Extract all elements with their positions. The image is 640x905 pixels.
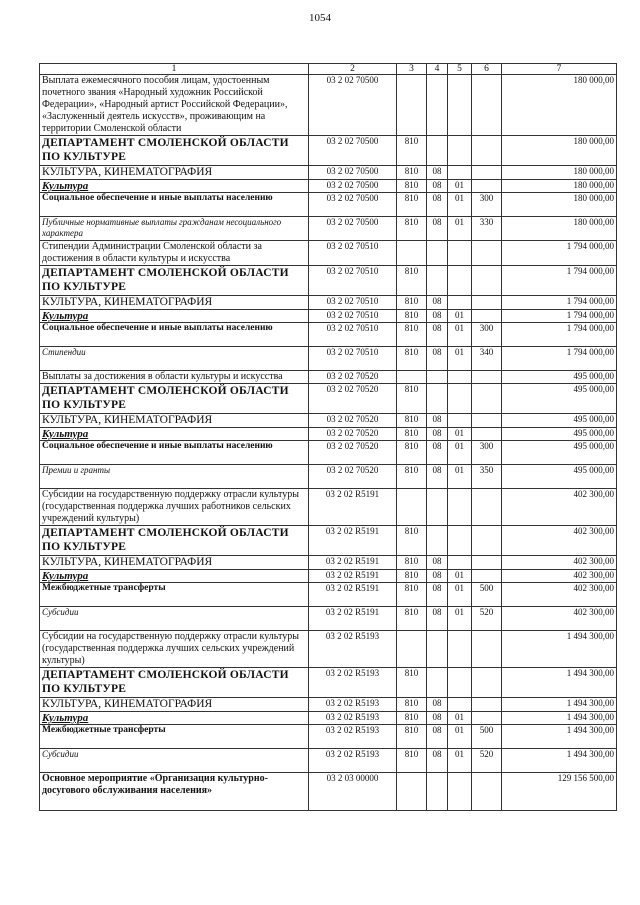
row-section-code: 08: [427, 607, 448, 631]
table-row: [40, 347, 617, 371]
row-expense-type-code: 500: [472, 583, 502, 607]
row-name: Субсидии на государственную поддержку отрасли культуры (государственная поддержка лучших сельских учреждений культуры): [40, 631, 309, 668]
row-code: 03 2 02 70520: [309, 465, 397, 489]
table-row: [40, 180, 617, 193]
row-subsection-code: 01: [448, 712, 472, 725]
row-code: 03 2 02 R5191: [309, 570, 397, 583]
row-name: ДЕПАРТАМЕНТ СМОЛЕНСКОЙ ОБЛАСТИ ПО КУЛЬТУРЕ: [40, 384, 309, 414]
row-amount: 402 300,00: [502, 570, 617, 583]
row-expense-type-code: [472, 371, 502, 384]
table-row: [40, 384, 617, 414]
row-name: Стипендии: [40, 347, 309, 371]
row-name: ДЕПАРТАМЕНТ СМОЛЕНСКОЙ ОБЛАСТИ ПО КУЛЬТУРЕ: [40, 526, 309, 556]
row-name: Социальное обеспечение и иные выплаты населению: [40, 323, 309, 347]
row-amount: 1 794 000,00: [502, 310, 617, 323]
row-department-code: 810: [397, 384, 427, 414]
row-amount: 180 000,00: [502, 136, 617, 166]
row-name: ДЕПАРТАМЕНТ СМОЛЕНСКОЙ ОБЛАСТИ ПО КУЛЬТУРЕ: [40, 668, 309, 698]
row-subsection-code: [448, 526, 472, 556]
table-row: [40, 698, 617, 712]
row-section-code: [427, 371, 448, 384]
row-amount: 1 494 300,00: [502, 631, 617, 668]
row-name: Культура: [40, 180, 309, 193]
table-row: [40, 414, 617, 428]
row-amount: 402 300,00: [502, 607, 617, 631]
row-subsection-code: [448, 556, 472, 570]
row-name: Культура: [40, 310, 309, 323]
row-expense-type-code: [472, 241, 502, 266]
row-amount: 1 794 000,00: [502, 296, 617, 310]
row-amount: 180 000,00: [502, 193, 617, 217]
row-amount: 180 000,00: [502, 166, 617, 180]
row-code: 03 2 02 R5193: [309, 725, 397, 749]
row-section-code: 08: [427, 441, 448, 465]
row-code: 03 2 02 70520: [309, 428, 397, 441]
row-expense-type-code: [472, 180, 502, 193]
row-amount: 402 300,00: [502, 556, 617, 570]
row-code: 03 2 02 70500: [309, 136, 397, 166]
row-name: Основное мероприятие «Организация культурно-досугового обслуживания населения»: [40, 773, 309, 811]
column-header-amount: 7: [502, 64, 617, 75]
row-name: Культура: [40, 428, 309, 441]
row-subsection-code: [448, 384, 472, 414]
row-name: Премии и гранты: [40, 465, 309, 489]
row-code: 03 2 02 70520: [309, 414, 397, 428]
row-name: Субсидии: [40, 607, 309, 631]
row-department-code: 810: [397, 347, 427, 371]
row-code: 03 2 02 R5193: [309, 712, 397, 725]
row-code: 03 2 02 R5193: [309, 698, 397, 712]
row-code: 03 2 02 70510: [309, 323, 397, 347]
row-amount: 129 156 500,00: [502, 773, 617, 811]
row-name: КУЛЬТУРА, КИНЕМАТОГРАФИЯ: [40, 556, 309, 570]
row-code: 03 2 02 70500: [309, 180, 397, 193]
row-expense-type-code: [472, 631, 502, 668]
row-expense-type-code: [472, 296, 502, 310]
row-department-code: 810: [397, 266, 427, 296]
row-amount: 180 000,00: [502, 75, 617, 136]
table-row: [40, 570, 617, 583]
row-amount: 1 494 300,00: [502, 712, 617, 725]
table-row: [40, 725, 617, 749]
row-name: ДЕПАРТАМЕНТ СМОЛЕНСКОЙ ОБЛАСТИ ПО КУЛЬТУРЕ: [40, 136, 309, 166]
row-code: 03 2 02 70510: [309, 347, 397, 371]
row-code: 03 2 02 R5193: [309, 749, 397, 773]
row-department-code: [397, 631, 427, 668]
row-department-code: 810: [397, 180, 427, 193]
row-department-code: 810: [397, 556, 427, 570]
row-subsection-code: [448, 773, 472, 811]
row-subsection-code: 01: [448, 465, 472, 489]
row-department-code: 810: [397, 465, 427, 489]
table-row: [40, 556, 617, 570]
row-department-code: [397, 773, 427, 811]
row-code: 03 2 02 R5193: [309, 631, 397, 668]
row-amount: 495 000,00: [502, 414, 617, 428]
row-department-code: [397, 489, 427, 526]
row-subsection-code: 01: [448, 570, 472, 583]
row-expense-type-code: [472, 384, 502, 414]
row-section-code: 08: [427, 583, 448, 607]
column-header-name: 1: [40, 64, 309, 75]
row-name: ДЕПАРТАМЕНТ СМОЛЕНСКОЙ ОБЛАСТИ ПО КУЛЬТУРЕ: [40, 266, 309, 296]
row-amount: 495 000,00: [502, 428, 617, 441]
row-code: 03 2 02 70510: [309, 241, 397, 266]
row-department-code: 810: [397, 193, 427, 217]
row-name: Субсидии на государственную поддержку отрасли культуры (государственная поддержка лучших работников сельских учреждений культуры): [40, 489, 309, 526]
row-amount: 1 794 000,00: [502, 347, 617, 371]
row-section-code: 08: [427, 217, 448, 241]
table-row: [40, 136, 617, 166]
header-row: [40, 64, 617, 75]
row-expense-type-code: 340: [472, 347, 502, 371]
row-section-code: 08: [427, 193, 448, 217]
row-expense-type-code: [472, 310, 502, 323]
row-name: Культура: [40, 712, 309, 725]
row-amount: 495 000,00: [502, 465, 617, 489]
table-row: [40, 749, 617, 773]
table-row: [40, 489, 617, 526]
row-subsection-code: 01: [448, 607, 472, 631]
row-department-code: 810: [397, 668, 427, 698]
row-expense-type-code: 500: [472, 725, 502, 749]
row-name: Межбюджетные трансферты: [40, 583, 309, 607]
row-section-code: 08: [427, 556, 448, 570]
row-department-code: 810: [397, 607, 427, 631]
row-code: 03 2 02 70500: [309, 166, 397, 180]
row-subsection-code: 01: [448, 193, 472, 217]
row-subsection-code: [448, 489, 472, 526]
row-subsection-code: 01: [448, 725, 472, 749]
row-department-code: 810: [397, 712, 427, 725]
row-subsection-code: 01: [448, 441, 472, 465]
table-row: [40, 166, 617, 180]
row-subsection-code: 01: [448, 180, 472, 193]
row-code: 03 2 02 R5193: [309, 668, 397, 698]
row-section-code: [427, 773, 448, 811]
table-row: [40, 193, 617, 217]
row-amount: 495 000,00: [502, 371, 617, 384]
table-row: [40, 631, 617, 668]
table-row: [40, 75, 617, 136]
row-section-code: 08: [427, 428, 448, 441]
row-section-code: 08: [427, 310, 448, 323]
row-code: 03 2 02 70500: [309, 193, 397, 217]
row-section-code: 08: [427, 414, 448, 428]
row-name: КУЛЬТУРА, КИНЕМАТОГРАФИЯ: [40, 414, 309, 428]
row-expense-type-code: 300: [472, 193, 502, 217]
row-name: Публичные нормативные выплаты гражданам несоциального характера: [40, 217, 309, 241]
table-row: [40, 371, 617, 384]
row-subsection-code: 01: [448, 749, 472, 773]
row-department-code: 810: [397, 698, 427, 712]
row-expense-type-code: [472, 773, 502, 811]
row-name: КУЛЬТУРА, КИНЕМАТОГРАФИЯ: [40, 296, 309, 310]
table-row: [40, 441, 617, 465]
table-row: [40, 217, 617, 241]
row-subsection-code: [448, 371, 472, 384]
row-amount: 180 000,00: [502, 217, 617, 241]
row-section-code: 08: [427, 698, 448, 712]
row-section-code: [427, 489, 448, 526]
row-subsection-code: 01: [448, 428, 472, 441]
row-amount: 495 000,00: [502, 441, 617, 465]
row-section-code: 08: [427, 712, 448, 725]
row-section-code: [427, 384, 448, 414]
table-row: [40, 428, 617, 441]
row-expense-type-code: 520: [472, 749, 502, 773]
row-expense-type-code: [472, 570, 502, 583]
row-department-code: 810: [397, 428, 427, 441]
row-department-code: 810: [397, 570, 427, 583]
row-expense-type-code: [472, 489, 502, 526]
row-expense-type-code: [472, 556, 502, 570]
column-header-code: 2: [309, 64, 397, 75]
row-section-code: 08: [427, 749, 448, 773]
row-department-code: 810: [397, 725, 427, 749]
row-department-code: 810: [397, 526, 427, 556]
row-name: Межбюджетные трансферты: [40, 725, 309, 749]
row-amount: 180 000,00: [502, 180, 617, 193]
row-section-code: [427, 136, 448, 166]
row-name: КУЛЬТУРА, КИНЕМАТОГРАФИЯ: [40, 166, 309, 180]
row-amount: 1 494 300,00: [502, 725, 617, 749]
row-department-code: [397, 371, 427, 384]
row-subsection-code: [448, 296, 472, 310]
row-section-code: [427, 668, 448, 698]
row-department-code: 810: [397, 323, 427, 347]
row-name: Культура: [40, 570, 309, 583]
row-code: 03 2 02 R5191: [309, 607, 397, 631]
row-department-code: 810: [397, 296, 427, 310]
row-section-code: [427, 631, 448, 668]
row-expense-type-code: 520: [472, 607, 502, 631]
row-expense-type-code: [472, 668, 502, 698]
row-name: Стипендии Администрации Смоленской области за достижения в области культуры и искусства: [40, 241, 309, 266]
row-section-code: 08: [427, 323, 448, 347]
row-code: 03 2 02 R5191: [309, 556, 397, 570]
row-amount: 1 494 300,00: [502, 668, 617, 698]
row-subsection-code: [448, 698, 472, 712]
row-subsection-code: 01: [448, 217, 472, 241]
table-row: [40, 526, 617, 556]
row-amount: 1 794 000,00: [502, 241, 617, 266]
row-subsection-code: 01: [448, 583, 472, 607]
row-expense-type-code: [472, 136, 502, 166]
row-subsection-code: [448, 75, 472, 136]
column-header-department: 3: [397, 64, 427, 75]
row-amount: 1 794 000,00: [502, 323, 617, 347]
row-expense-type-code: [472, 698, 502, 712]
table-row: [40, 310, 617, 323]
table-row: [40, 266, 617, 296]
row-expense-type-code: 350: [472, 465, 502, 489]
row-subsection-code: [448, 241, 472, 266]
table-row: [40, 465, 617, 489]
row-expense-type-code: 330: [472, 217, 502, 241]
table-row: [40, 241, 617, 266]
row-expense-type-code: [472, 414, 502, 428]
row-department-code: 810: [397, 166, 427, 180]
row-expense-type-code: [472, 75, 502, 136]
row-amount: 402 300,00: [502, 526, 617, 556]
row-amount: 402 300,00: [502, 583, 617, 607]
row-name: Субсидии: [40, 749, 309, 773]
row-name: КУЛЬТУРА, КИНЕМАТОГРАФИЯ: [40, 698, 309, 712]
row-department-code: 810: [397, 136, 427, 166]
table-row: [40, 296, 617, 310]
row-subsection-code: 01: [448, 310, 472, 323]
row-code: 03 2 02 70520: [309, 384, 397, 414]
row-code: 03 2 02 R5191: [309, 583, 397, 607]
table-row: [40, 668, 617, 698]
page-number: 1054: [309, 12, 331, 24]
row-expense-type-code: 300: [472, 441, 502, 465]
row-amount: 1 494 300,00: [502, 698, 617, 712]
row-expense-type-code: [472, 712, 502, 725]
row-subsection-code: 01: [448, 347, 472, 371]
row-expense-type-code: 300: [472, 323, 502, 347]
row-expense-type-code: [472, 526, 502, 556]
row-amount: 1 494 300,00: [502, 749, 617, 773]
table-row: [40, 607, 617, 631]
row-department-code: 810: [397, 749, 427, 773]
table-row: [40, 712, 617, 725]
column-header-expense-type: 6: [472, 64, 502, 75]
row-code: 03 2 02 70500: [309, 217, 397, 241]
row-section-code: 08: [427, 347, 448, 371]
row-department-code: [397, 75, 427, 136]
row-amount: 1 794 000,00: [502, 266, 617, 296]
table-row: [40, 323, 617, 347]
row-name: Социальное обеспечение и иные выплаты населению: [40, 193, 309, 217]
row-code: 03 2 02 70510: [309, 296, 397, 310]
row-department-code: 810: [397, 217, 427, 241]
row-section-code: 08: [427, 570, 448, 583]
row-name: Выплата ежемесячного пособия лицам, удостоенным почетного звания «Народный художник Российской Федерации», «Народный артист Российской Федерации», «Заслуженный деятель искусств», проживающим на территории Смоленской области: [40, 75, 309, 136]
row-name: Социальное обеспечение и иные выплаты населению: [40, 441, 309, 465]
row-section-code: [427, 526, 448, 556]
table-row: [40, 773, 617, 811]
row-code: 03 2 02 R5191: [309, 526, 397, 556]
row-amount: 495 000,00: [502, 384, 617, 414]
column-header-subsection: 5: [448, 64, 472, 75]
row-department-code: [397, 241, 427, 266]
row-name: Выплаты за достижения в области культуры и искусства: [40, 371, 309, 384]
column-header-section: 4: [427, 64, 448, 75]
row-section-code: [427, 241, 448, 266]
row-section-code: 08: [427, 465, 448, 489]
row-subsection-code: [448, 166, 472, 180]
row-subsection-code: [448, 136, 472, 166]
row-section-code: 08: [427, 296, 448, 310]
row-code: 03 2 02 70520: [309, 441, 397, 465]
row-code: 03 2 03 00000: [309, 773, 397, 811]
row-section-code: 08: [427, 166, 448, 180]
row-subsection-code: [448, 668, 472, 698]
row-subsection-code: 01: [448, 323, 472, 347]
row-code: 03 2 02 70500: [309, 75, 397, 136]
row-code: 03 2 02 70510: [309, 266, 397, 296]
row-department-code: 810: [397, 310, 427, 323]
budget-table: [39, 63, 617, 811]
row-subsection-code: [448, 631, 472, 668]
row-code: 03 2 02 70510: [309, 310, 397, 323]
row-department-code: 810: [397, 583, 427, 607]
row-section-code: [427, 75, 448, 136]
row-code: 03 2 02 R5191: [309, 489, 397, 526]
table-header: [40, 64, 617, 75]
row-amount: 402 300,00: [502, 489, 617, 526]
row-expense-type-code: [472, 266, 502, 296]
row-section-code: 08: [427, 180, 448, 193]
row-section-code: [427, 266, 448, 296]
row-subsection-code: [448, 266, 472, 296]
table-body: [40, 75, 617, 811]
row-expense-type-code: [472, 166, 502, 180]
table-row: [40, 583, 617, 607]
row-expense-type-code: [472, 428, 502, 441]
row-code: 03 2 02 70520: [309, 371, 397, 384]
row-department-code: 810: [397, 414, 427, 428]
row-subsection-code: [448, 414, 472, 428]
row-department-code: 810: [397, 441, 427, 465]
row-section-code: 08: [427, 725, 448, 749]
